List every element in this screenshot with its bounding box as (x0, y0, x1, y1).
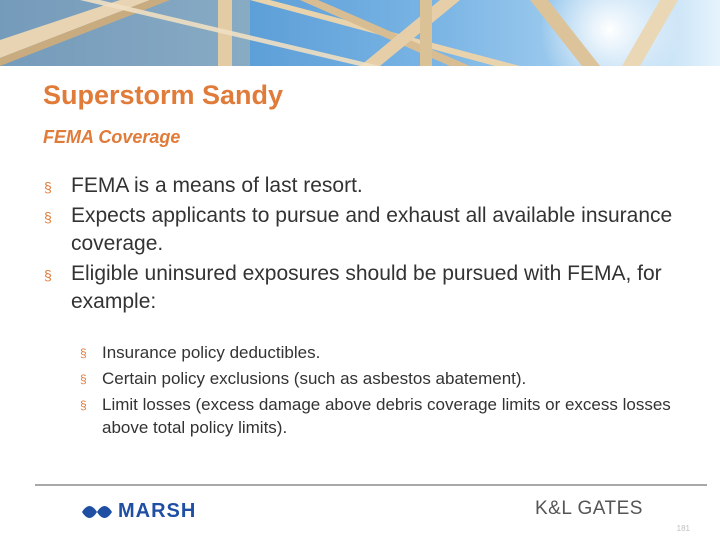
slide-title: Superstorm Sandy (43, 80, 284, 110)
header-banner-image (0, 0, 720, 66)
bullet-text: Expects applicants to pursue and exhaust all available insurance coverage. (71, 204, 673, 255)
bullet-item (44, 172, 694, 200)
bullet-text: FEMA is a means of last resort. (71, 174, 363, 197)
bullet-item (44, 260, 694, 316)
sub-bullet-text: Limit losses (excess damage above debris coverage limits or excess losses above total policy limits). (102, 395, 671, 437)
bullet-marker-icon: § (44, 179, 52, 195)
marsh-logo (82, 500, 196, 523)
bullet-marker-icon: § (80, 398, 87, 412)
main-bullet-list (44, 172, 694, 318)
page-number: 181 (676, 524, 690, 533)
sub-bullet-item (80, 393, 680, 439)
sub-bullet-text: Certain policy exclusions (such as asbestos abatement). (102, 369, 527, 388)
bullet-marker-icon: § (80, 346, 87, 360)
sub-bullet-item (80, 367, 680, 390)
sub-bullet-item (80, 341, 680, 364)
bullet-marker-icon: § (44, 267, 52, 283)
bullet-marker-icon: § (44, 209, 52, 225)
kl-gates-logo: K&L GATES (535, 498, 643, 519)
wood-frame-illustration (0, 0, 720, 66)
footer-divider (35, 484, 707, 486)
sub-bullet-text: Insurance policy deductibles. (102, 343, 321, 362)
bullet-text: Eligible uninsured exposures should be pursued with FEMA, for example: (71, 262, 662, 313)
marsh-logo-text: MARSH (118, 500, 197, 522)
sub-bullet-list (80, 341, 680, 442)
bullet-item (44, 202, 694, 258)
slide-subtitle: FEMA Coverage (43, 127, 181, 147)
marsh-mark-icon (82, 504, 112, 520)
bullet-marker-icon: § (80, 372, 87, 386)
